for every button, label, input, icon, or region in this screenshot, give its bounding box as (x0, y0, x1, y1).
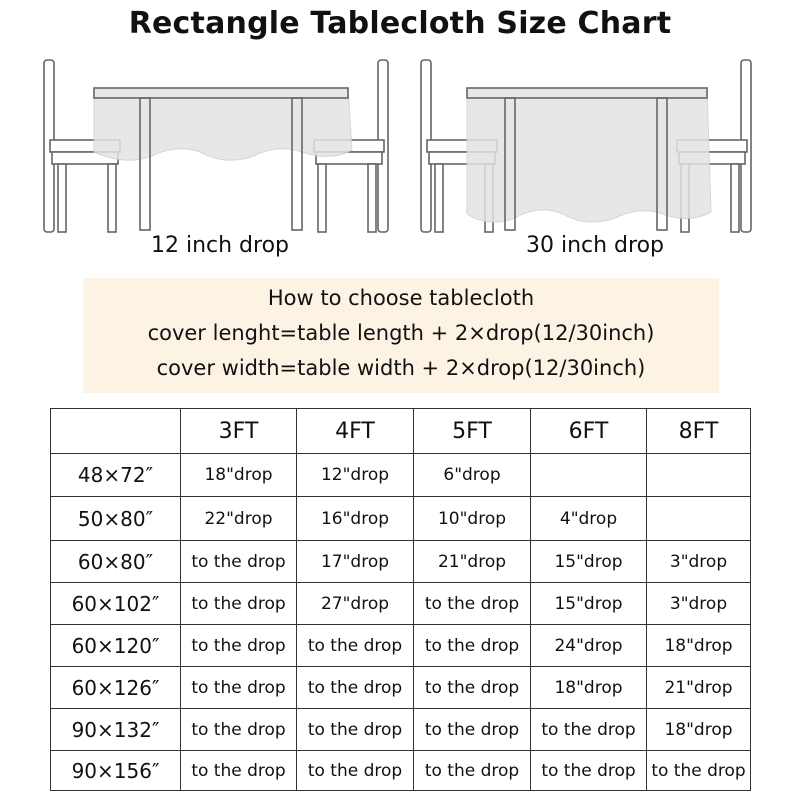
drop-cell: to the drop (414, 709, 531, 751)
tablecloth-size-cell: 60×80″ (51, 541, 181, 583)
length-formula: cover lenght=table length + 2×drop(12/30inch) (147, 321, 655, 345)
header-8ft: 8FT (647, 409, 751, 454)
header-5ft: 5FT (414, 409, 531, 454)
drop-cell: 21"drop (647, 667, 751, 709)
table-row (51, 751, 751, 791)
drop-cell: to the drop (297, 667, 414, 709)
drop-cell: 16"drop (297, 497, 414, 541)
drop-cell: 17"drop (297, 541, 414, 583)
drop-cell: 12"drop (297, 454, 414, 497)
width-formula: cover width=table width + 2×drop(12/30inch) (156, 356, 646, 380)
drop-cell: to the drop (414, 625, 531, 667)
drop-cell: to the drop (647, 751, 751, 791)
table-row (51, 583, 751, 625)
how-to-choose-box (83, 278, 719, 393)
drop-cell: to the drop (297, 751, 414, 791)
dining-table-short-drop-drawing (30, 52, 400, 237)
drop-cell (531, 454, 647, 497)
drop-cell: 24"drop (531, 625, 647, 667)
table-row (51, 709, 751, 751)
drop-cell: 18"drop (647, 625, 751, 667)
tablecloth-size-cell: 50×80″ (51, 497, 181, 541)
table-12-inch-drop-illustration (30, 52, 400, 237)
tablecloth-size-cell: 90×132″ (51, 709, 181, 751)
drop-cell: 27"drop (297, 583, 414, 625)
drop-cell: to the drop (297, 625, 414, 667)
size-chart-table (50, 408, 751, 791)
drop-cell: 3"drop (647, 541, 751, 583)
header-corner (51, 409, 181, 454)
drop-cell: 18"drop (531, 667, 647, 709)
drop-cell: 10"drop (414, 497, 531, 541)
drop-cell: to the drop (181, 541, 297, 583)
tablecloth-size-cell: 60×126″ (51, 667, 181, 709)
page-title: Rectangle Tablecloth Size Chart (128, 6, 672, 41)
drop-cell: to the drop (414, 751, 531, 791)
drop-cell: to the drop (181, 667, 297, 709)
drop-cell: 18"drop (647, 709, 751, 751)
tablecloth-size-cell: 90×156″ (51, 751, 181, 791)
drop-cell: 18"drop (181, 454, 297, 497)
tablecloth-size-cell: 48×72″ (51, 454, 181, 497)
drop-cell: 3"drop (647, 583, 751, 625)
table-row (51, 625, 751, 667)
drop-cell (647, 454, 751, 497)
drop-cell: to the drop (414, 583, 531, 625)
short-drop-label: 12 inch drop (150, 233, 290, 258)
drop-cell: 4"drop (531, 497, 647, 541)
table-row (51, 454, 751, 497)
drop-cell: to the drop (181, 751, 297, 791)
table-row (51, 541, 751, 583)
drop-cell: to the drop (297, 709, 414, 751)
long-drop-label: 30 inch drop (525, 233, 665, 258)
header-3ft: 3FT (181, 409, 297, 454)
table-30-inch-drop-illustration (415, 52, 775, 237)
drop-cell (647, 497, 751, 541)
header-6ft: 6FT (531, 409, 647, 454)
table-row (51, 667, 751, 709)
tablecloth-size-cell: 60×120″ (51, 625, 181, 667)
drop-cell: to the drop (181, 709, 297, 751)
drop-cell: to the drop (414, 667, 531, 709)
dining-table-long-drop-drawing (415, 52, 775, 237)
drop-cell: 15"drop (531, 583, 647, 625)
drop-cell: 6"drop (414, 454, 531, 497)
tablecloth-size-cell: 60×102″ (51, 583, 181, 625)
drop-cell: to the drop (531, 709, 647, 751)
drop-cell: to the drop (181, 583, 297, 625)
how-to-heading: How to choose tablecloth (267, 286, 535, 310)
drop-cell: 21"drop (414, 541, 531, 583)
header-4ft: 4FT (297, 409, 414, 454)
drop-cell: 15"drop (531, 541, 647, 583)
drop-cell: 22"drop (181, 497, 297, 541)
table-row (51, 497, 751, 541)
drop-cell: to the drop (531, 751, 647, 791)
drop-cell: to the drop (181, 625, 297, 667)
table-header-row (51, 409, 751, 454)
